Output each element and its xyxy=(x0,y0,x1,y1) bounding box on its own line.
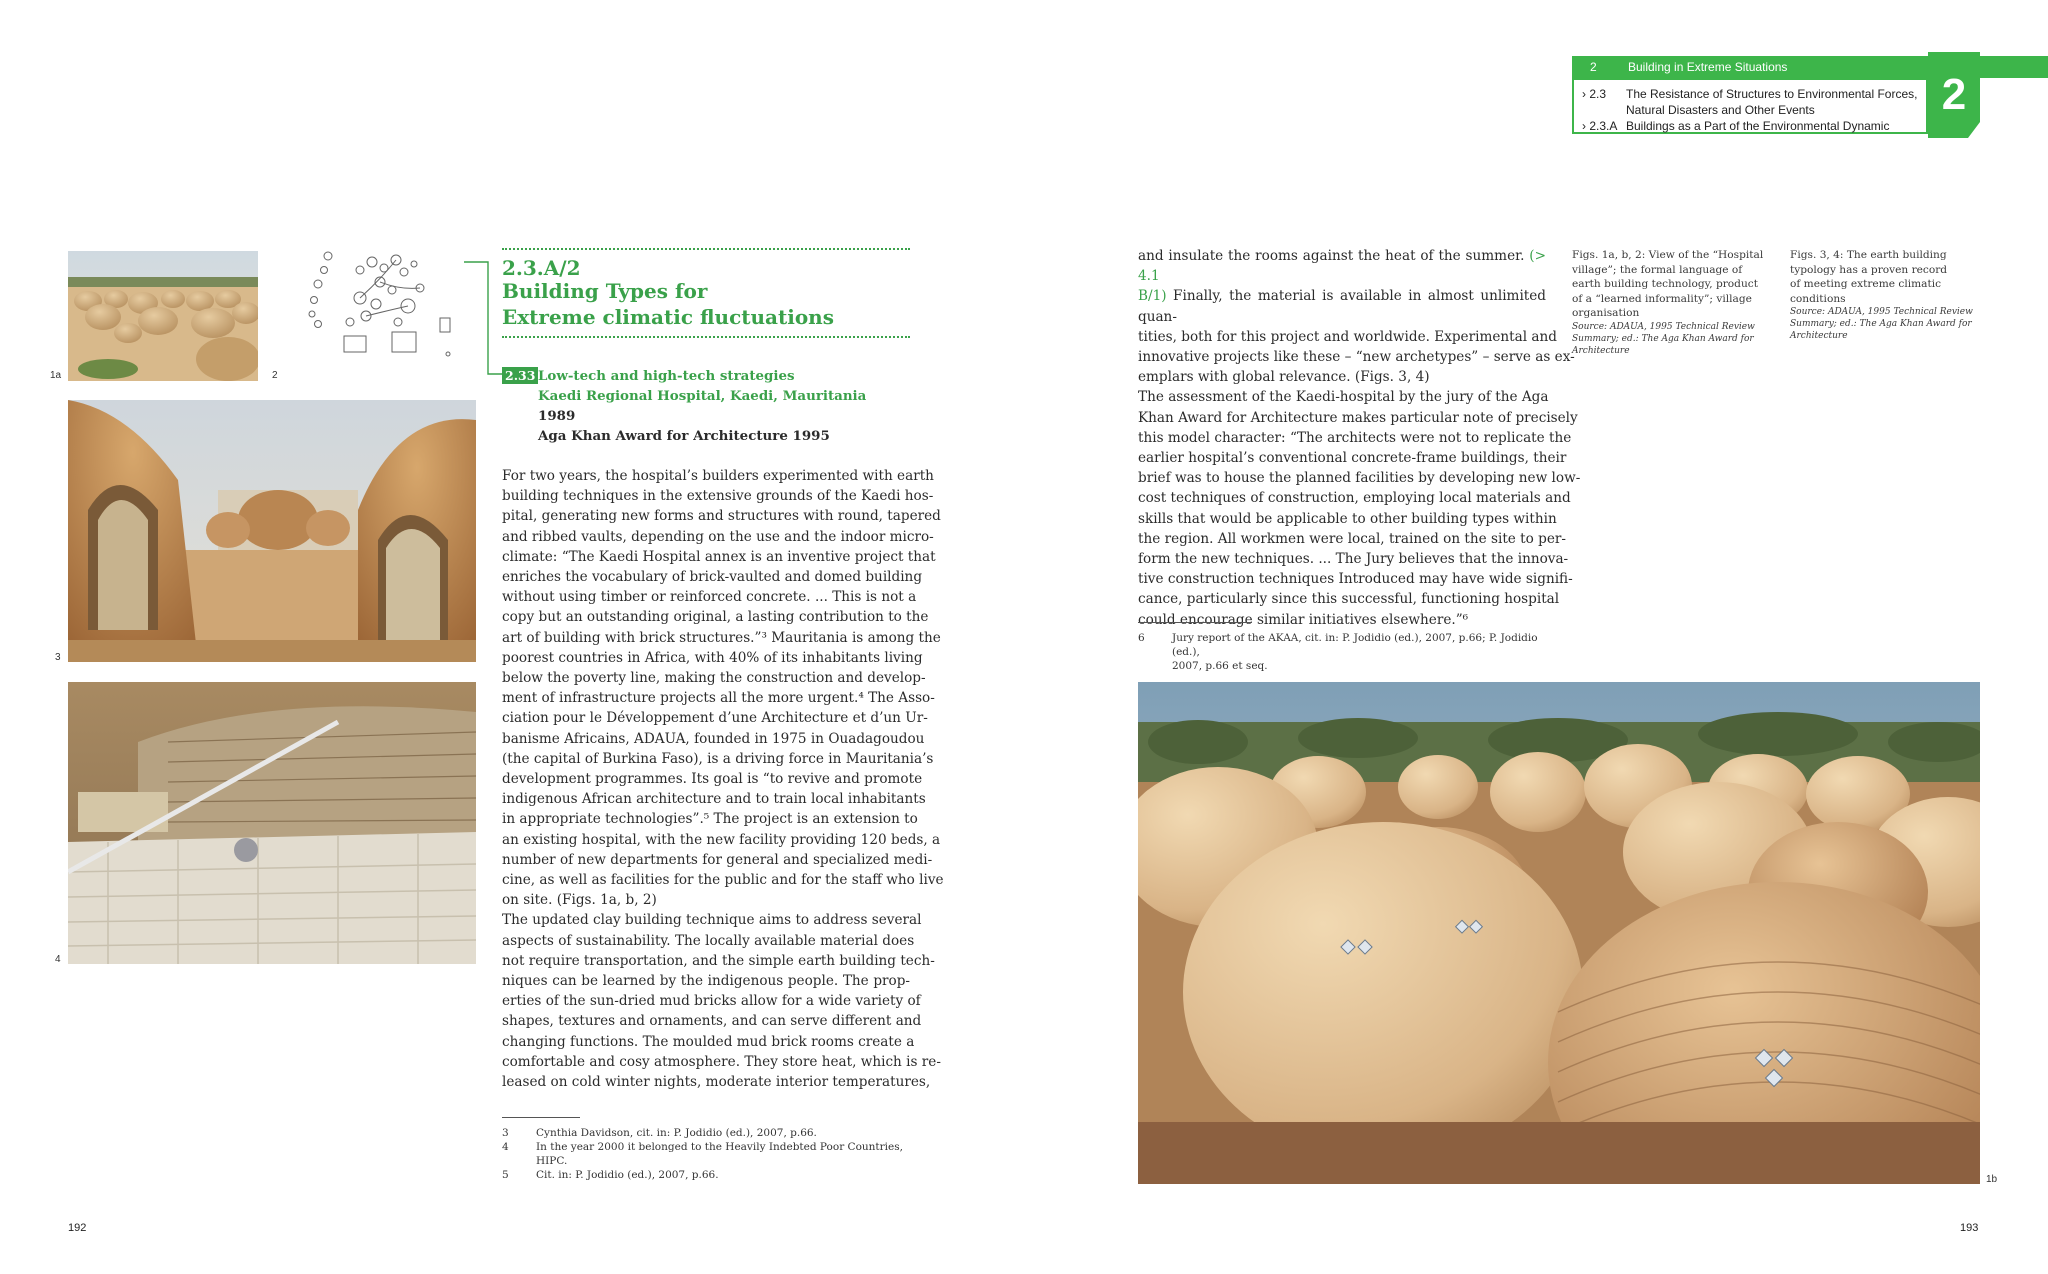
text-line: ciation pour le Développement d’une Architecture et d’un Ur- xyxy=(502,710,928,727)
project-name: Kaedi Regional Hospital, Kaedi, Mauritania xyxy=(538,388,867,404)
footnote-text: HIPC. xyxy=(536,1155,568,1167)
text-line: of a “learned informality”; village xyxy=(1572,292,1752,305)
text-line: typology has a proven record xyxy=(1790,263,1948,276)
body-text-left xyxy=(502,466,944,1092)
text-line: ment of infrastructure projects all the more urgent.⁴ The Asso- xyxy=(502,690,935,707)
text-line: this model character: “The architects were not to replicate the xyxy=(1138,429,1572,446)
text-line: banisme Africains, ADAUA, founded in 1975 in Ouadagoudou xyxy=(502,730,925,747)
text-line: skills that would be applicable to other building types within xyxy=(1138,510,1557,527)
footnote-number: 6 xyxy=(1138,632,1145,644)
text-line: of meeting extreme climatic xyxy=(1790,278,1942,290)
text-line: Summary; ed.: The Aga Khan Award for xyxy=(1790,319,1972,329)
footnote-right xyxy=(1138,631,1558,673)
text-line: comfortable and cosy atmosphere. They store heat, which is re- xyxy=(502,1053,941,1070)
text-line: niques can be learned by the indigenous people. The prop- xyxy=(502,973,910,990)
project-year: 1989 xyxy=(538,408,576,424)
text-line: climate: “The Kaedi Hospital annex is an inventive project that xyxy=(502,548,936,565)
footnote-rule xyxy=(1138,622,1252,623)
footnote-number: 3 xyxy=(502,1127,509,1139)
text-line: brief was to house the planned facilities by developing new low- xyxy=(1138,470,1581,487)
footnote-text: Cynthia Davidson, cit. in: P. Jodidio (ed.), 2007, p.66. xyxy=(536,1127,817,1139)
text-line: Source: ADAUA, 1995 Technical Review xyxy=(1790,307,1973,317)
footnote-text: 2007, p.66 et seq. xyxy=(1172,660,1268,672)
footnote-number xyxy=(502,1154,536,1168)
footnote-text: Cit. in: P. Jodidio (ed.), 2007, p.66. xyxy=(536,1169,719,1181)
footnotes-left xyxy=(502,1126,910,1182)
subnav-num: › 2.3 xyxy=(1582,87,1607,101)
text-line: in appropriate technologies”.⁵ The project is an extension to xyxy=(502,811,918,828)
subnav-title: Buildings as a Part of the Environmental Dynamic xyxy=(1626,119,1890,133)
text-line: cost techniques of construction, employing local materials and xyxy=(1138,490,1571,507)
chapter-subnav xyxy=(1572,78,1928,134)
body-text: Finally, the material is available in almost unlimited quan- xyxy=(1138,288,1546,325)
text-line: emplars with global relevance. (Figs. 3, 4) xyxy=(1138,369,1430,386)
footnote-text: In the year 2000 it belonged to the Heavily Indebted Poor Countries, xyxy=(536,1141,903,1153)
text-line: Architecture xyxy=(1790,331,1848,341)
text-line: The assessment of the Kaedi-hospital by the jury of the Aga xyxy=(1138,389,1549,406)
body-text: and insulate the rooms against the heat of the summer. xyxy=(1138,248,1525,264)
text-line: the region. All workmen were local, trained on the site to per- xyxy=(1138,530,1566,547)
text-line: earth building technology, product xyxy=(1572,278,1758,290)
text-line: conditions xyxy=(1790,292,1846,305)
text-line: pital, generating new forms and structures with round, tapered xyxy=(502,508,941,525)
text-line: form the new techniques. ... The Jury believes that the innova- xyxy=(1138,551,1569,568)
subnav-row[interactable] xyxy=(1582,86,1926,102)
text-line: Khan Award for Architecture makes particular note of precisely xyxy=(1138,409,1578,426)
figure-3-photo xyxy=(68,400,476,662)
section-top-rule xyxy=(502,248,910,250)
figure-label: 3 xyxy=(55,652,61,663)
project-badge: 2.33 xyxy=(502,367,538,384)
figure-2-sketch xyxy=(300,250,470,370)
text-line: organisation xyxy=(1572,307,1640,319)
footnote xyxy=(502,1140,910,1154)
figure-4-photo xyxy=(68,682,476,964)
text-line: development programmes. Its goal is “to revive and promote xyxy=(502,771,923,788)
text-line: For two years, the hospital’s builders experimented with earth xyxy=(502,468,934,484)
text-line: village”; the formal language of xyxy=(1572,263,1743,276)
chapter-title: Building in Extreme Situations xyxy=(1628,60,1788,74)
section-code: 2.3.A/2 xyxy=(502,256,581,280)
text-line: earlier hospital’s conventional concrete-frame buildings, their xyxy=(1138,450,1567,467)
footnote xyxy=(502,1126,910,1140)
text-line: erties of the sun-dried mud bricks allow for a wide variety of xyxy=(502,993,921,1010)
text-line: and ribbed vaults, depending on the use and the indoor micro- xyxy=(502,528,934,545)
section-connector xyxy=(462,258,502,378)
text-line: below the poverty line, making the construction and develop- xyxy=(502,670,926,687)
subnav-title: Natural Disasters and Other Events xyxy=(1626,103,1815,117)
text-line: tities, both for this project and worldwide. Experimental and xyxy=(1138,328,1557,345)
section-title-line2: Extreme climatic fluctuations xyxy=(502,305,834,329)
footnote-number: 4 xyxy=(502,1141,509,1153)
text-line: could encourage similar initiatives elsewhere.”⁶ xyxy=(1138,611,1469,628)
body-text-right xyxy=(1138,246,1581,630)
caption-figs-1-2 xyxy=(1572,248,1772,357)
text-line: cine, as well as facilities for the public and for the staff who live xyxy=(502,872,944,889)
text-line: copy but an outstanding original, a lasting contribution to the xyxy=(502,609,929,626)
project-award: Aga Khan Award for Architecture 1995 xyxy=(538,428,830,444)
text-line: Figs. 1a, b, 2: View of the “Hospital xyxy=(1572,249,1764,261)
text-line: without using timber or reinforced concrete. ... This is not a xyxy=(502,589,917,606)
text-line: shapes, textures and ornaments, and can serve different and xyxy=(502,1013,922,1030)
figure-label: 1a xyxy=(50,370,62,381)
caption-figs-3-4 xyxy=(1790,248,1990,342)
text-line: enriches the vocabulary of brick-vaulted and domed building xyxy=(502,569,923,586)
footnote xyxy=(502,1154,910,1168)
subnav-num xyxy=(1582,102,1626,118)
subnav-title: The Resistance of Structures to Environmental Forces, xyxy=(1626,87,1918,101)
figure-label: 4 xyxy=(55,954,61,965)
text-line: innovative projects like these – “new archetypes” – serve as ex- xyxy=(1138,349,1575,366)
project-subtitle: Low-tech and high-tech strategies xyxy=(538,368,795,384)
page-number-right: 193 xyxy=(1960,1222,1979,1234)
subnav-row[interactable] xyxy=(1582,118,1926,134)
chapter-number: 2 xyxy=(1590,60,1597,74)
cross-reference[interactable]: B/1) xyxy=(1138,288,1167,305)
figure-1b-photo xyxy=(1138,682,1980,1184)
text-line: leased on cold winter nights, moderate interior temperatures, xyxy=(502,1074,931,1091)
text-line: an existing hospital, with the new facility providing 120 beds, a xyxy=(502,831,941,848)
text-line: number of new departments for general and specialized medi- xyxy=(502,851,933,868)
subnav-row[interactable] xyxy=(1582,102,1926,118)
text-line: Architecture xyxy=(1572,345,1630,356)
figure-1a-photo xyxy=(68,251,258,381)
text-line: building techniques in the extensive grounds of the Kaedi hos- xyxy=(502,488,934,505)
text-line: Source: ADAUA, 1995 Technical Review xyxy=(1572,321,1755,332)
text-line: Figs. 3, 4: The earth building xyxy=(1790,249,1947,261)
subnav-num: › 2.3.A xyxy=(1582,119,1618,133)
text-line: art of building with brick structures.”³ Mauritania is among the xyxy=(502,629,941,646)
text-line: changing functions. The moulded mud brick rooms create a xyxy=(502,1033,915,1050)
page-number-left: 192 xyxy=(68,1222,87,1234)
text-line: aspects of sustainability. The locally available material does xyxy=(502,932,915,949)
footnote-rule xyxy=(502,1117,580,1118)
text-line: The updated clay building technique aims to address several xyxy=(502,912,922,929)
section-title-line1: Building Types for xyxy=(502,279,708,303)
text-line: poorest countries in Africa, with 40% of its inhabitants living xyxy=(502,649,923,666)
text-line: not require transportation, and the simple earth building tech- xyxy=(502,952,935,969)
chapter-big-number: 2 xyxy=(1941,70,1967,119)
text-line: Summary; ed.: The Aga Khan Award for xyxy=(1572,333,1754,344)
figure-label: 2 xyxy=(272,370,278,381)
text-line: tive construction techniques Introduced may have wide signifi- xyxy=(1138,571,1573,588)
cross-reference[interactable]: (> 4.1 xyxy=(1138,248,1546,285)
text-line: cance, particularly since this successful, functioning hospital xyxy=(1138,591,1560,608)
text-line: (the capital of Burkina Faso), is a driving force in Mauritania’s xyxy=(502,750,934,767)
footnote-number: 5 xyxy=(502,1169,509,1181)
text-line: indigenous African architecture and to train local inhabitants xyxy=(502,791,926,808)
section-bottom-rule xyxy=(502,336,910,338)
footnote-text: Jury report of the AKAA, cit. in: P. Jodidio (ed.), 2007, p.66; P. Jodidio (ed.), xyxy=(1172,632,1538,658)
figure-label: 1b xyxy=(1986,1174,1998,1185)
footnote xyxy=(502,1168,910,1182)
text-line: on site. (Figs. 1a, b, 2) xyxy=(502,892,657,909)
